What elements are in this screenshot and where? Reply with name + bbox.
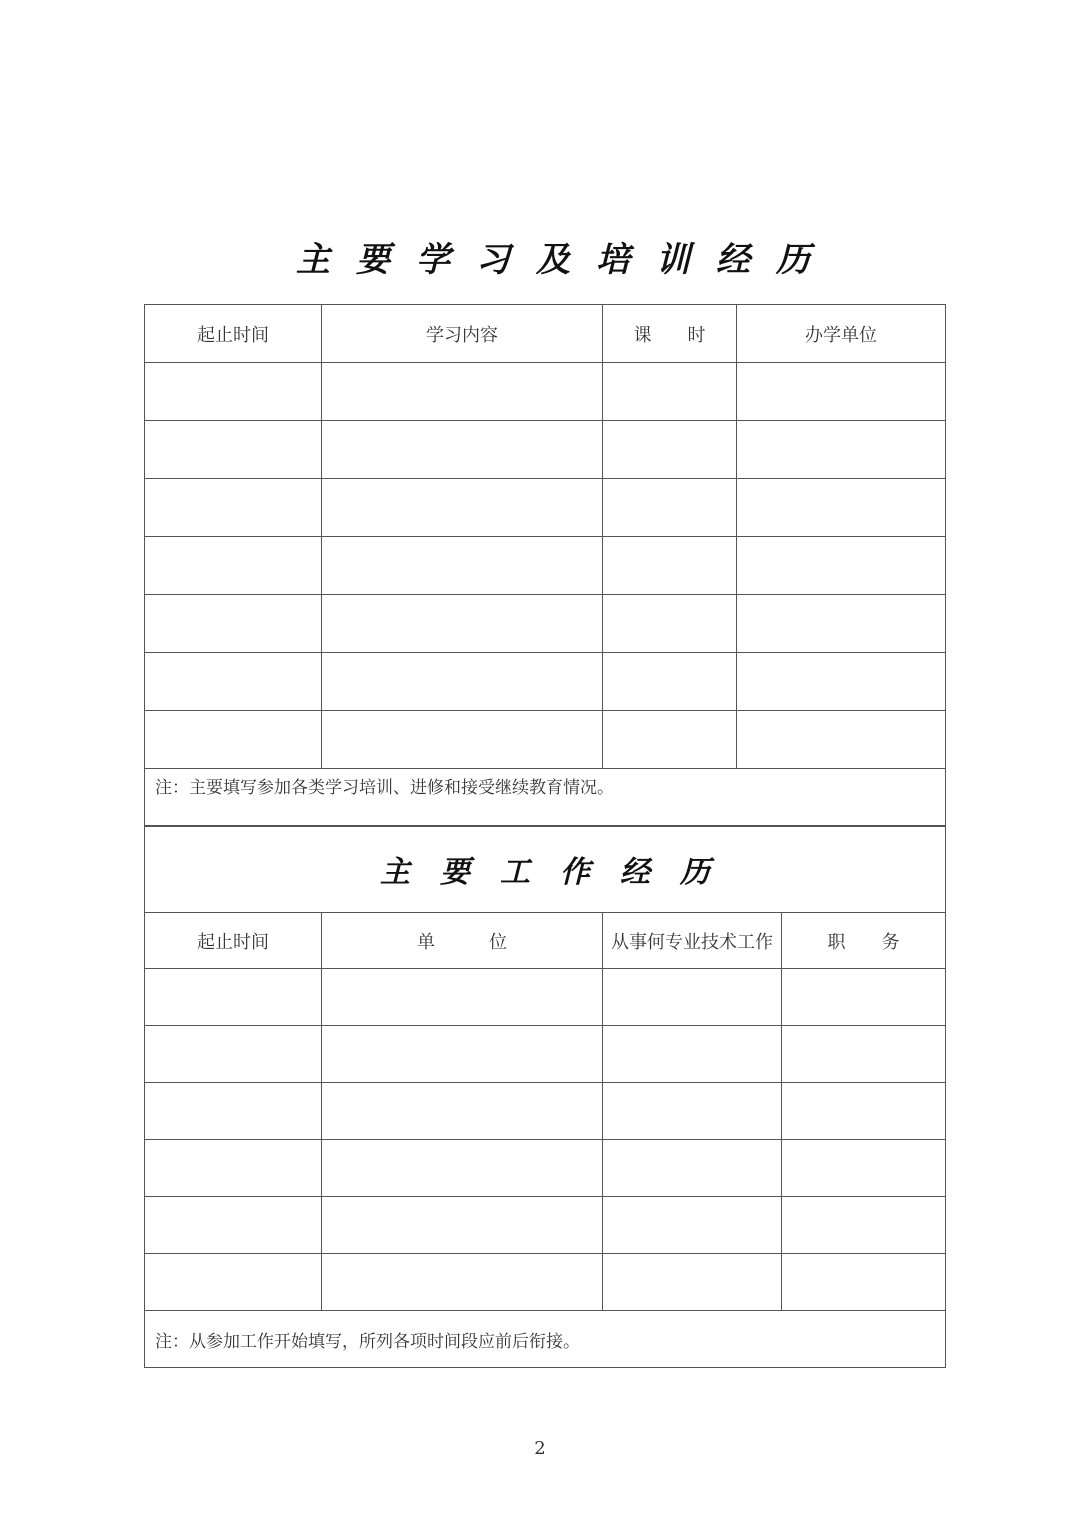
cell[interactable]: [782, 969, 946, 1026]
cell[interactable]: [145, 1197, 322, 1254]
cell[interactable]: [603, 1254, 782, 1311]
cell[interactable]: [322, 595, 603, 653]
cell[interactable]: [603, 1083, 782, 1140]
section2-title: 主要工作经历: [145, 826, 946, 913]
table-row: [145, 969, 946, 1026]
cell[interactable]: [603, 421, 737, 479]
table-row: [145, 1026, 946, 1083]
cell[interactable]: [603, 479, 737, 537]
cell[interactable]: [145, 537, 322, 595]
cell[interactable]: [145, 711, 322, 769]
cell[interactable]: [322, 1254, 603, 1311]
header-hours: 课 时: [603, 305, 737, 363]
cell[interactable]: [737, 537, 946, 595]
section1-title: 主要学习及培训经历: [296, 240, 836, 280]
cell[interactable]: [782, 1026, 946, 1083]
table-row: [145, 479, 946, 537]
cell[interactable]: [145, 595, 322, 653]
table-row: [145, 537, 946, 595]
cell[interactable]: [603, 1197, 782, 1254]
cell[interactable]: [603, 969, 782, 1026]
cell[interactable]: [322, 479, 603, 537]
cell[interactable]: [145, 1254, 322, 1311]
table-header-row: [145, 305, 946, 363]
cell[interactable]: [145, 1026, 322, 1083]
cell[interactable]: [603, 1026, 782, 1083]
cell[interactable]: [603, 537, 737, 595]
cell[interactable]: [737, 595, 946, 653]
cell[interactable]: [782, 1254, 946, 1311]
cell[interactable]: [322, 653, 603, 711]
cell[interactable]: [322, 711, 603, 769]
header-position: 职 务: [782, 913, 946, 969]
study-training-table: [144, 304, 946, 827]
cell[interactable]: [145, 969, 322, 1026]
cell[interactable]: [603, 363, 737, 421]
page-number: 2: [534, 1438, 546, 1459]
header-institution: 办学单位: [737, 305, 946, 363]
cell[interactable]: [603, 1140, 782, 1197]
table-row: [145, 1197, 946, 1254]
cell[interactable]: [322, 363, 603, 421]
table-row: [145, 595, 946, 653]
cell[interactable]: [737, 363, 946, 421]
cell[interactable]: [145, 363, 322, 421]
cell[interactable]: [322, 969, 603, 1026]
header-employer: 单 位: [322, 913, 603, 969]
table-row: [145, 363, 946, 421]
cell[interactable]: [145, 653, 322, 711]
table-row: [145, 1083, 946, 1140]
cell[interactable]: [145, 479, 322, 537]
cell[interactable]: [322, 1026, 603, 1083]
cell[interactable]: [782, 1083, 946, 1140]
header-specialty: 从事何专业技术工作: [603, 913, 782, 969]
section2-title-row: [145, 826, 946, 913]
cell[interactable]: [782, 1197, 946, 1254]
table-header-row: [145, 913, 946, 969]
cell[interactable]: [737, 653, 946, 711]
cell[interactable]: [322, 1197, 603, 1254]
cell[interactable]: [322, 1083, 603, 1140]
cell[interactable]: [145, 421, 322, 479]
section2-note: 注：从参加工作开始填写，所列各项时间段应前后衔接。: [145, 1311, 946, 1368]
note-row: [145, 1311, 946, 1368]
cell[interactable]: [322, 537, 603, 595]
note-row: [145, 769, 946, 827]
cell[interactable]: [145, 1083, 322, 1140]
cell[interactable]: [737, 711, 946, 769]
cell[interactable]: [737, 479, 946, 537]
cell[interactable]: [737, 421, 946, 479]
cell[interactable]: [603, 595, 737, 653]
table-row: [145, 1254, 946, 1311]
cell[interactable]: [322, 421, 603, 479]
cell[interactable]: [782, 1140, 946, 1197]
header-period: 起止时间: [145, 913, 322, 969]
cell[interactable]: [145, 1140, 322, 1197]
table-row: [145, 421, 946, 479]
table-row: [145, 1140, 946, 1197]
header-study-content: 学习内容: [322, 305, 603, 363]
cell[interactable]: [603, 711, 737, 769]
cell[interactable]: [322, 1140, 603, 1197]
section1-note: 注：主要填写参加各类学习培训、进修和接受继续教育情况。: [145, 769, 946, 827]
cell[interactable]: [603, 653, 737, 711]
table-row: [145, 711, 946, 769]
table-row: [145, 653, 946, 711]
header-period: 起止时间: [145, 305, 322, 363]
work-experience-table: [144, 825, 946, 1368]
